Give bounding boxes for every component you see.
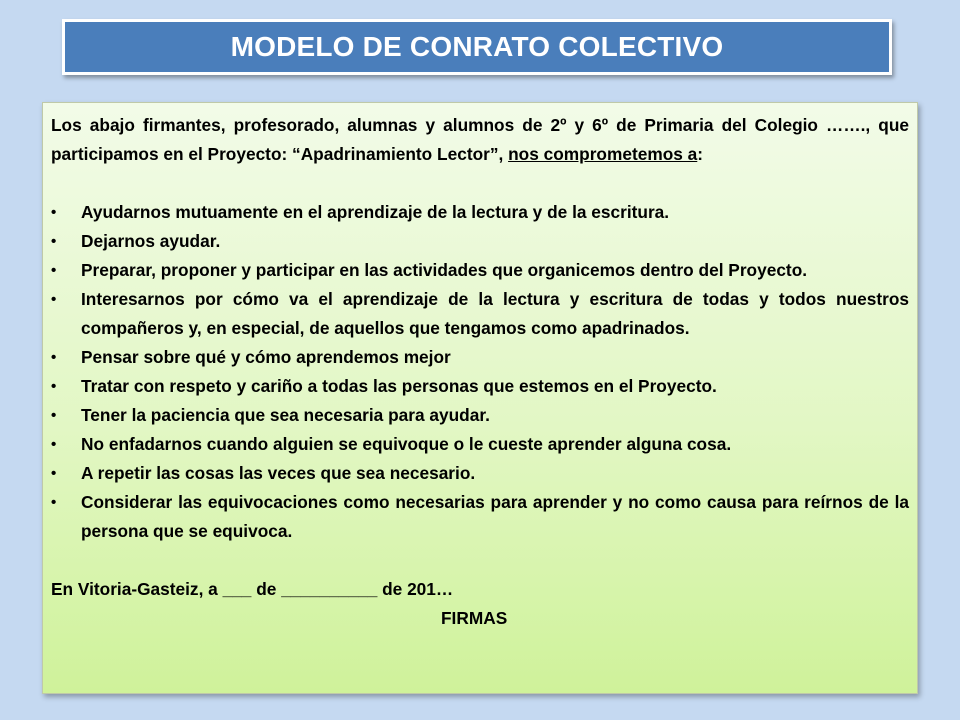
list-item — [51, 227, 909, 256]
page-title: MODELO DE CONRATO COLECTIVO — [230, 31, 724, 62]
bullet-icon: • — [51, 378, 57, 395]
list-item-text: Dejarnos ayudar. — [81, 231, 221, 251]
bullet-icon: • — [51, 291, 57, 308]
commitments-list — [51, 198, 909, 546]
list-item — [51, 343, 909, 372]
list-item-text: Considerar las equivocaciones como necesarias para aprender y no como causa para reírnos de la persona que se equivoca. — [81, 492, 909, 541]
intro-text: Los abajo firmantes, profesorado, alumnas y alumnos de 2º y 6º de Primaria del Colegio ……., que participamos en el Proyecto: “Apadrinamiento Lector”, — [51, 115, 909, 164]
list-item — [51, 488, 909, 546]
bullet-icon: • — [51, 465, 57, 482]
list-item-text: Preparar, proponer y participar en las actividades que organicemos dentro del Proyecto. — [81, 260, 808, 280]
bullet-icon: • — [51, 407, 57, 424]
list-item-text: Ayudarnos mutuamente en el aprendizaje de la lectura y de la escritura. — [81, 202, 670, 222]
signatures-label: FIRMAS — [441, 608, 508, 628]
bullet-icon: • — [51, 204, 57, 221]
list-item-text: Pensar sobre qué y cómo aprendemos mejor — [81, 347, 451, 367]
bullet-icon: • — [51, 262, 57, 279]
bullet-icon: • — [51, 494, 57, 511]
list-item — [51, 459, 909, 488]
bullet-icon: • — [51, 233, 57, 250]
list-item — [51, 256, 909, 285]
intro-end: : — [697, 144, 704, 164]
list-item-text: A repetir las cosas las veces que sea necesario. — [81, 463, 476, 483]
list-item — [51, 372, 909, 401]
list-item — [51, 198, 909, 227]
title-banner — [62, 19, 892, 75]
list-item-text: No enfadarnos cuando alguien se equivoque o le cueste aprender alguna cosa. — [81, 434, 732, 454]
intro-paragraph — [51, 111, 909, 169]
intro-commitment: nos comprometemos a — [508, 144, 698, 164]
list-item-text: Tratar con respeto y cariño a todas las personas que estemos en el Proyecto. — [81, 376, 717, 396]
list-item — [51, 285, 909, 343]
contract-body — [42, 102, 918, 694]
place-date-line: En Vitoria-Gasteiz, a ___ de __________ de 201… — [51, 579, 454, 599]
list-item-text: Tener la paciencia que sea necesaria para ayudar. — [81, 405, 490, 425]
bullet-icon: • — [51, 436, 57, 453]
bullet-icon: • — [51, 349, 57, 366]
list-item-text: Interesarnos por cómo va el aprendizaje de la lectura y escritura de todas y todos nuestros compañeros y, en especial, de aquellos que tengamos como apadrinados. — [81, 289, 909, 338]
list-item — [51, 401, 909, 430]
list-item — [51, 430, 909, 459]
